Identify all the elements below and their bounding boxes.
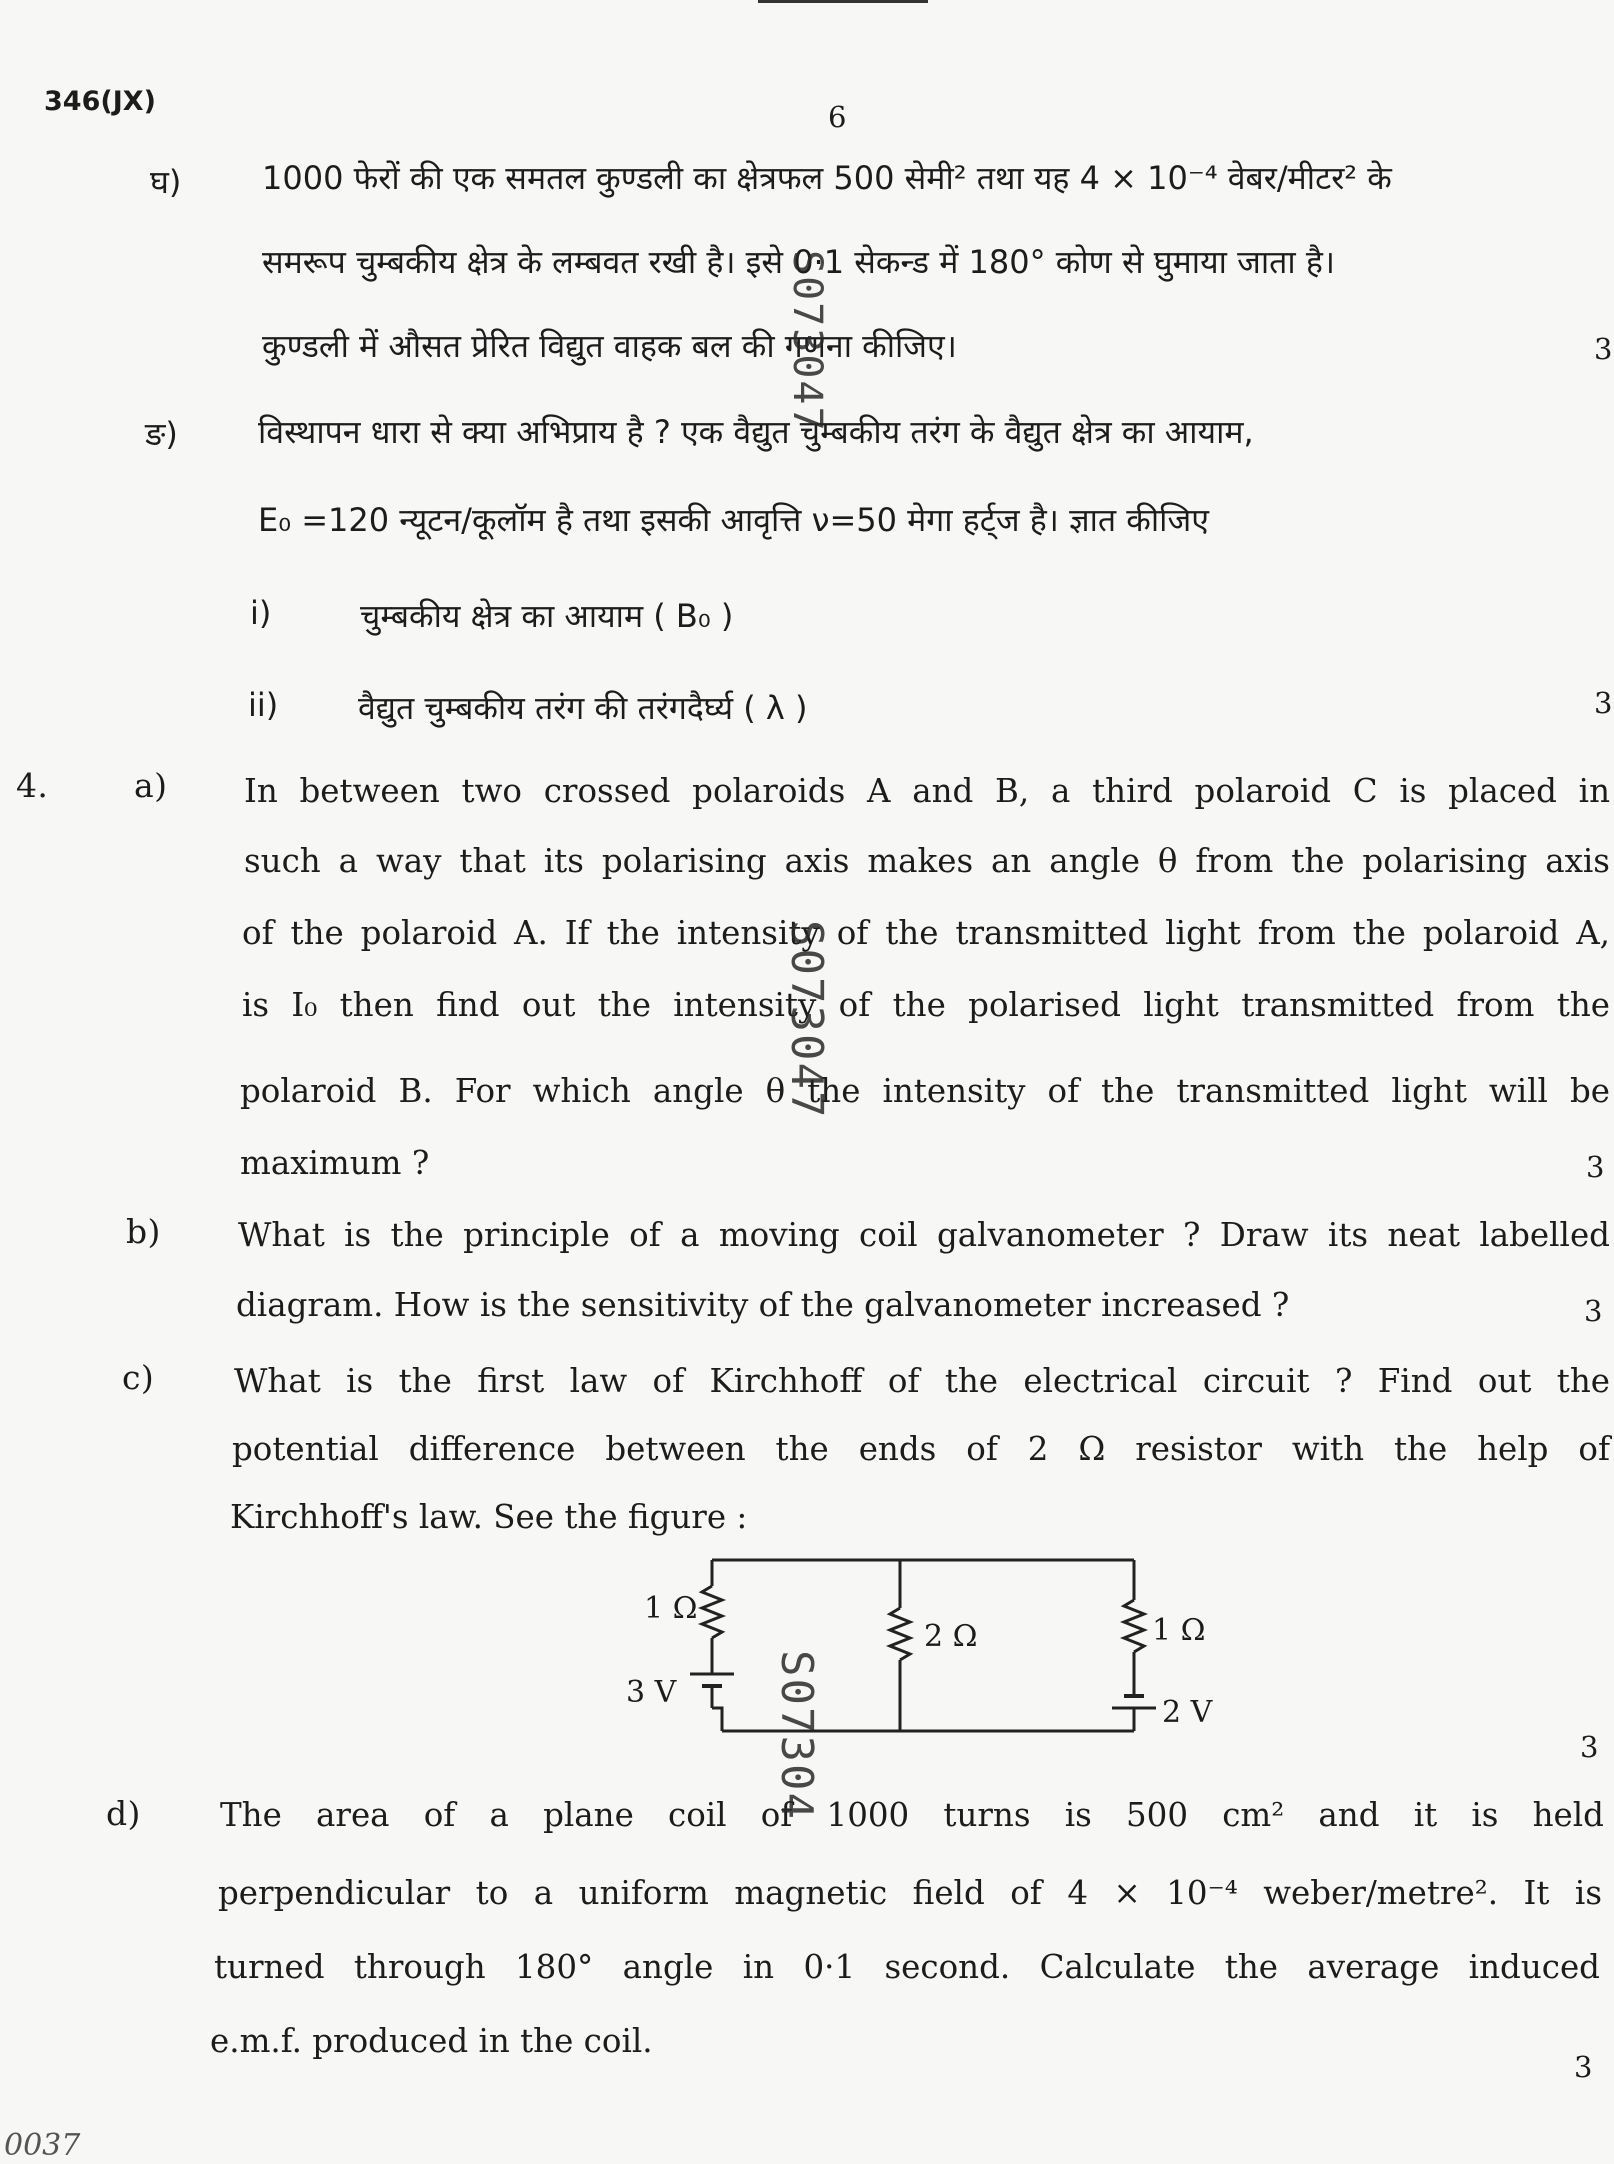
footer-code: 0037 — [4, 2128, 81, 2163]
label-right-resistor: 1 Ω — [1152, 1613, 1206, 1648]
marks-4b: 3 — [1584, 1294, 1603, 1328]
marks-4d: 3 — [1574, 2050, 1593, 2084]
resistor-left — [702, 1586, 722, 1638]
q4d-label: d) — [106, 1794, 141, 1833]
serial-stamp-3: S07304 — [771, 1650, 822, 1821]
q-gh-line-1: 1000 फेरों की एक समतल कुण्डली का क्षेत्रफल 500 सेमी² तथा यह 4 × 10⁻⁴ वेबर/मीटर² के — [262, 159, 1392, 197]
marks-gh: 3 — [1594, 332, 1613, 366]
q-ng-sub-ii-text: वैद्युत चुम्बकीय तरंग की तरंगदैर्घ्य ( λ ) — [358, 689, 808, 727]
q-ng-line-1: विस्थापन धारा से क्या अभिप्राय है ? एक वैद्युत चुम्बकीय तरंग के वैद्युत क्षेत्र का आयाम, — [258, 413, 1254, 451]
q4b-label: b) — [126, 1212, 161, 1251]
q-gh-line-2: समरूप चुम्बकीय क्षेत्र के लम्बवत रखी है। इसे 0·1 सेकन्ड में 180° कोण से घुमाया जाता है। — [262, 243, 1335, 281]
serial-stamp-1: S073047 — [784, 250, 830, 433]
label-middle-resistor: 2 Ω — [924, 1619, 978, 1654]
page-number: 6 — [828, 100, 847, 134]
label-right-battery: 2 V — [1162, 1695, 1213, 1730]
q4a-line-2: such a way that its polarising axis makes an angle θ from the polarising axis — [244, 842, 1610, 880]
resistor-right — [1124, 1600, 1144, 1652]
marks-4c: 3 — [1580, 1730, 1599, 1764]
q4a-label: a) — [134, 766, 168, 805]
q4a-line-3: of the polaroid A. If the intensity of the transmitted light from the polaroid A, — [242, 914, 1610, 952]
marks-ng: 3 — [1594, 686, 1613, 720]
label-left-battery: 3 V — [626, 1675, 677, 1710]
q4c-line-2: potential difference between the ends of 2 Ω resistor with the help of — [232, 1430, 1610, 1468]
q4b-line-1: What is the principle of a moving coil galvanometer ? Draw its neat labelled — [238, 1216, 1610, 1254]
q4b-line-2: diagram. How is the sensitivity of the galvanometer increased ? — [236, 1286, 1290, 1324]
question-number-4: 4. — [16, 766, 49, 805]
q4c-line-1: What is the first law of Kirchhoff of the electrical circuit ? Find out the — [234, 1362, 1610, 1400]
marks-4a: 3 — [1586, 1150, 1605, 1184]
q4d-line-3: turned through 180° angle in 0·1 second. Calculate the average induced — [214, 1948, 1600, 1986]
serial-stamp-2: S073047 — [781, 920, 832, 1120]
q4a-line-1: In between two crossed polaroids A and B, a third polaroid C is placed in — [244, 772, 1610, 810]
q4d-line-1: The area of a plane coil of 1000 turns is 500 cm² and it is held — [220, 1796, 1604, 1834]
question-label-ng: ङ) — [145, 415, 178, 453]
resistor-middle — [890, 1608, 910, 1660]
q-gh-line-3: कुण्डली में औसत प्रेरित विद्युत वाहक बल की गणना कीजिए। — [262, 327, 957, 365]
q4c-label: c) — [122, 1358, 155, 1397]
q-ng-sub-i-text: चुम्बकीय क्षेत्र का आयाम ( B₀ ) — [360, 597, 734, 635]
q4d-line-2: perpendicular to a uniform magnetic field of 4 × 10⁻⁴ weber/metre². It is — [218, 1874, 1602, 1912]
kirchhoff-circuit-diagram — [600, 1546, 1240, 1746]
q4d-line-4: e.m.f. produced in the coil. — [210, 2022, 653, 2060]
q4a-line-4: is I₀ then find out the intensity of the polarised light transmitted from the — [242, 986, 1610, 1024]
q4c-line-3: Kirchhoff's law. See the figure : — [230, 1498, 748, 1536]
q4a-line-5: polaroid B. For which angle θ the intensity of the transmitted light will be — [240, 1072, 1610, 1110]
q-ng-sub-ii-label: ii) — [248, 686, 279, 724]
paper-code: 346(JX) — [44, 86, 156, 117]
q-ng-sub-i-label: i) — [250, 594, 272, 632]
top-edge-line — [758, 0, 928, 3]
q-ng-line-2: E₀ =120 न्यूटन/कूलॉम है तथा इसकी आवृत्ति ν=50 मेगा हर्ट्ज है। ज्ञात कीजिए — [258, 501, 1209, 539]
label-left-resistor: 1 Ω — [644, 1591, 698, 1626]
question-label-gh: घ) — [150, 163, 182, 201]
q4a-line-6: maximum ? — [240, 1144, 430, 1182]
